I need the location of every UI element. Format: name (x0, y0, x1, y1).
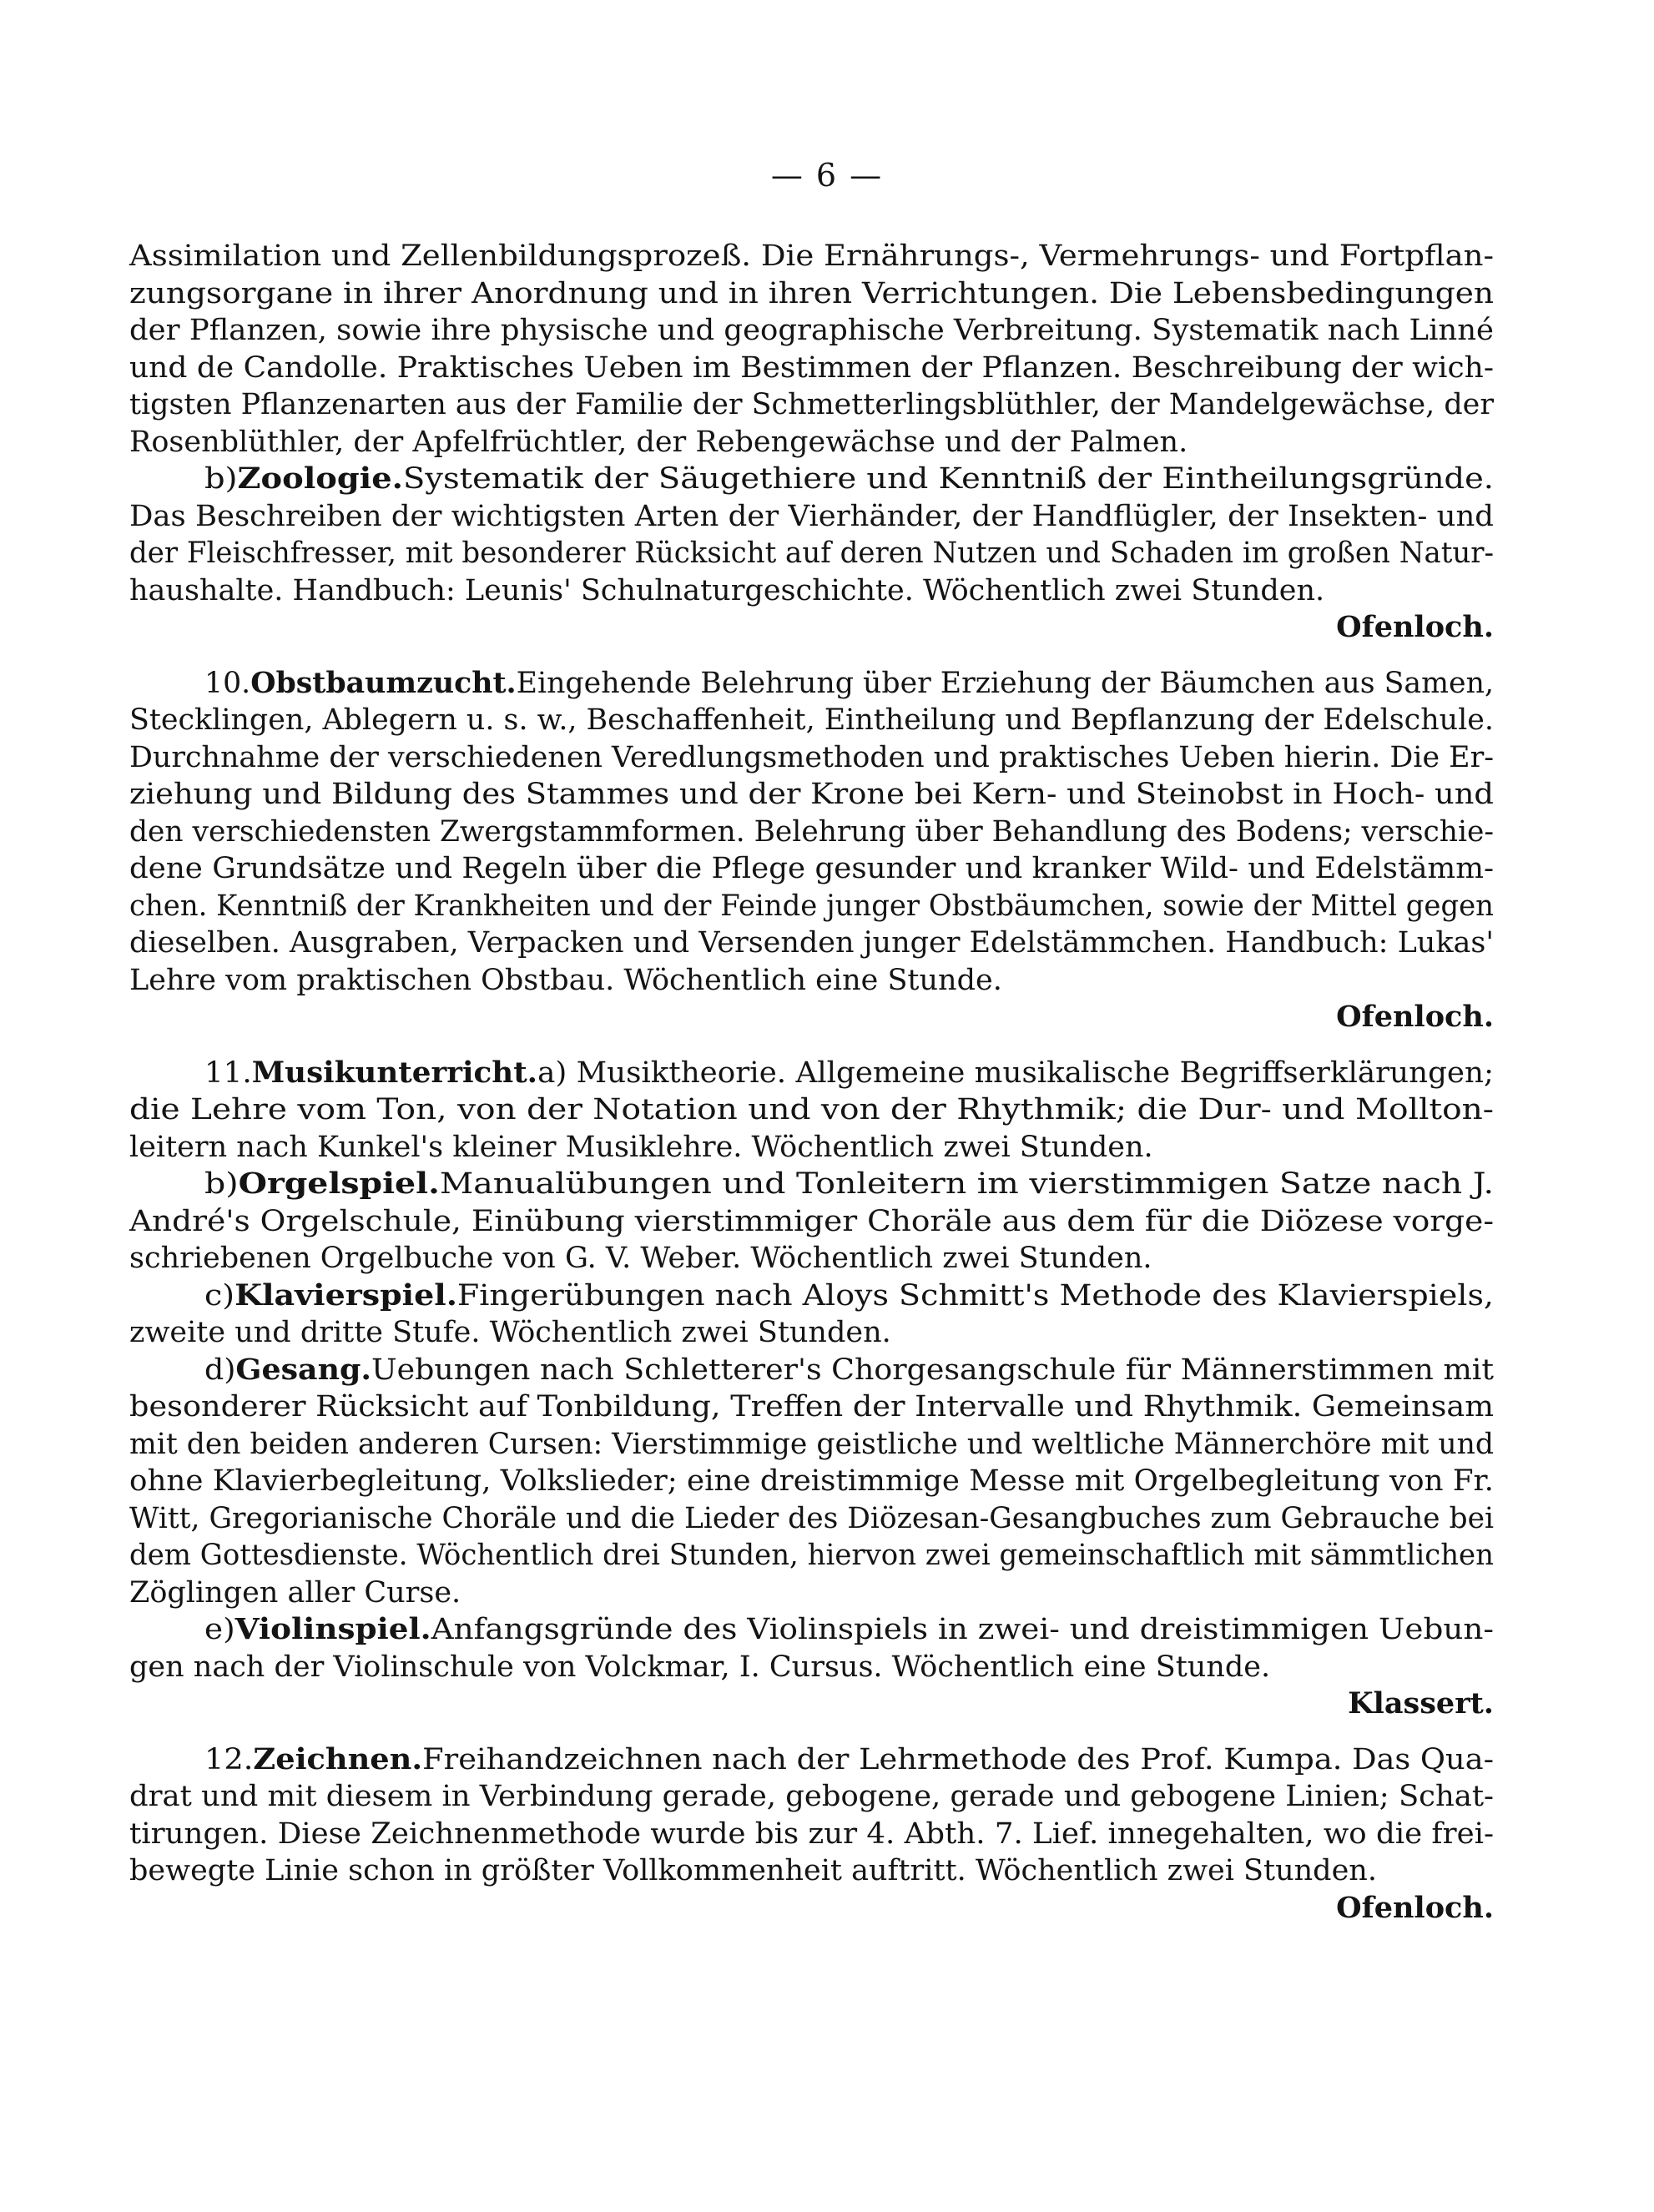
text-line (129, 1166, 1494, 1203)
line-text: Assimilation und Zellenbildungsprozeß. Die Ernährungs-, Vermehrungs- und Fortpflan- (129, 239, 1494, 273)
line-text: bewegte Linie schon in größter Vollkommenheit auftritt. Wöchentlich zwei Stunden. (129, 1854, 1377, 1887)
text-line (129, 1388, 1494, 1426)
item-number: b) (204, 1167, 239, 1201)
item-number: e) (204, 1613, 235, 1646)
line-text: ohne Klavierbegleitung, Volkslieder; eine dreistimmige Messe mit Orgelbegleitung von Fr. (129, 1464, 1495, 1498)
line-text: Stecklingen, Ablegern u. s. w., Beschaffenheit, Eintheilung und Bepflanzung der Edelschule. (129, 703, 1494, 737)
body-text (129, 238, 1494, 1927)
section-heading: Obstbaumzucht. (250, 665, 517, 700)
line-text: zweite und dritte Stufe. Wöchentlich zwei Stunden. (129, 1316, 891, 1349)
line-text: besonderer Rücksicht auf Tonbildung, Treffen der Intervalle und Rhythmik. Gemeinsam (129, 1390, 1494, 1423)
line-text: Zöglingen aller Curse. (129, 1575, 461, 1610)
text-line (129, 1091, 1494, 1129)
signature (129, 1685, 1494, 1723)
item-number: 12. (204, 1742, 254, 1776)
section-heading: Zeichnen. (253, 1741, 423, 1776)
text-line (129, 572, 1494, 610)
line-text: der Pflanzen, sowie ihre physische und geographische Verbreitung. Systematik nach Linné (129, 314, 1494, 347)
text-line (129, 350, 1494, 387)
line-text: Ofenloch. (1336, 610, 1494, 644)
text-line (129, 1611, 1494, 1649)
text-line (129, 962, 1494, 1000)
line-text: mit den beiden anderen Cursen: Vierstimmige geistliche und weltliche Männerchöre mit und (129, 1427, 1494, 1461)
line-text: die Lehre vom Ton, von der Notation und von der Rhythmik; die Dur- und Mollton- (129, 1093, 1494, 1126)
item-number: d) (204, 1353, 236, 1387)
line-text: gen nach der Violinschule von Volckmar, I. Cursus. Wöchentlich eine Stunde. (129, 1650, 1271, 1684)
text-line (129, 776, 1494, 814)
text-line (129, 1277, 1494, 1315)
line-text: tigsten Pflanzenarten aus der Familie der Schmetterlingsblüthler, der Mandelgewächse, der (129, 388, 1494, 421)
text-line (129, 1778, 1494, 1816)
item-number: c) (204, 1278, 235, 1313)
line-text: drat und mit diesem in Verbindung gerade, gebogene, gerade und gebogene Linien; Schat- (129, 1780, 1495, 1813)
text-line (129, 665, 1494, 703)
text-line (129, 1463, 1494, 1500)
line-text: a) Musiktheorie. Allgemeine musikalische Begriffserklärungen; (537, 1056, 1494, 1090)
line-text: Ofenloch. (1336, 1000, 1494, 1034)
item-number: 10. (204, 666, 251, 700)
text-line (129, 888, 1494, 925)
signature (129, 609, 1494, 647)
text-line (129, 1240, 1494, 1277)
text-line (129, 1537, 1494, 1575)
text-line (129, 1203, 1494, 1241)
line-text: ziehung und Bildung des Stammes und der Krone bei Kern- und Steinobst in Hoch- und (129, 778, 1494, 811)
section-heading: Musikunterricht. (251, 1055, 538, 1090)
text-line (129, 1426, 1494, 1464)
line-text: den verschiedensten Zwergstammformen. Belehrung über Behandlung des Bodens; verschie- (129, 814, 1494, 849)
line-text: leitern nach Kunkel's kleiner Musiklehre. Wöchentlich zwei Stunden. (129, 1130, 1153, 1164)
text-line (129, 1129, 1494, 1166)
text-line (129, 312, 1494, 350)
text-line (129, 1649, 1494, 1686)
page-number: — 6 — (770, 157, 884, 194)
line-text: schriebenen Orgelbuche von G. V. Weber. Wöchentlich zwei Stunden. (129, 1242, 1152, 1275)
text-line (129, 1741, 1494, 1779)
paragraph-gap (129, 1036, 1494, 1055)
text-line (129, 1314, 1494, 1352)
paragraph-gap (129, 1723, 1494, 1741)
line-text: Anfangsgründe des Violinspiels in zwei- und dreistimmigen Uebun- (431, 1613, 1494, 1646)
line-text: der Fleischfresser, mit besonderer Rücksicht auf deren Nutzen und Schaden im großen Natur- (129, 537, 1494, 570)
signature (129, 1890, 1494, 1927)
line-text: tirungen. Diese Zeichnenmethode wurde bis zur 4. Abth. 7. Lief. innegehalten, wo die frei- (129, 1816, 1494, 1851)
line-text: und de Candolle. Praktisches Ueben im Bestimmen der Pflanzen. Beschreibung der wich- (129, 350, 1494, 385)
section-heading: Violinspiel. (234, 1612, 431, 1646)
text-line (129, 1852, 1494, 1890)
line-text: chen. Kenntniß der Krankheiten und der Feinde junger Obstbäumchen, sowie der Mittel gegen (129, 889, 1494, 923)
section-heading: Klavierspiel. (234, 1277, 457, 1313)
text-line (129, 275, 1494, 313)
text-line (129, 461, 1494, 498)
section-heading: Gesang. (235, 1352, 372, 1387)
line-text: Ofenloch. (1336, 1890, 1494, 1925)
line-text: Fingerübungen nach Aloys Schmitt's Methode des Klavierspiels, (456, 1278, 1494, 1313)
line-text: Witt, Gregorianische Choräle und die Lieder des Diözesan-Gesangbuches zum Gebrauche bei (129, 1501, 1494, 1535)
line-text: Eingehende Belehrung über Erziehung der Bäumchen aus Samen, (516, 666, 1494, 700)
section-heading: Zoologie. (237, 461, 404, 496)
text-line (129, 1352, 1494, 1389)
text-line (129, 925, 1494, 962)
line-text: Uebungen nach Schletterer's Chorgesangschule für Männerstimmen mit (371, 1353, 1494, 1387)
text-line (129, 702, 1494, 739)
line-text: Freihandzeichnen nach der Lehrmethode des Prof. Kumpa. Das Qua- (422, 1742, 1494, 1776)
text-line (129, 739, 1494, 777)
text-line (129, 1500, 1494, 1538)
signature (129, 999, 1494, 1036)
item-number: 11. (204, 1056, 252, 1090)
line-text: dieselben. Ausgraben, Verpacken und Versenden junger Edelstämmchen. Handbuch: Lukas' (129, 926, 1494, 960)
line-text: Systematik der Säugethiere und Kenntniß der Eintheilungsgründe. (403, 462, 1495, 496)
line-text: Lehre vom praktischen Obstbau. Wöchentlich eine Stunde. (129, 963, 1002, 997)
line-text: dem Gottesdienste. Wöchentlich drei Stunden, hiervon zwei gemeinschaftlich mit sämmtlichen (129, 1539, 1494, 1572)
line-text: Das Beschreiben der wichtigsten Arten der Vierhänder, der Handflügler, der Insekten- und (129, 499, 1494, 533)
paragraph-gap (129, 647, 1494, 665)
text-line (129, 1055, 1494, 1092)
line-text: Rosenblüthler, der Apfelfrüchtler, der Rebengewächse und der Palmen. (129, 425, 1188, 459)
text-line (129, 814, 1494, 851)
text-line (129, 424, 1494, 461)
section-heading: Orgelspiel. (238, 1166, 440, 1201)
line-text: Manualübungen und Tonleitern im vierstimmigen Satze nach J. (439, 1167, 1494, 1201)
text-line (129, 535, 1494, 572)
line-text: dene Grundsätze und Regeln über die Pflege gesunder und kranker Wild- und Edelstämm- (129, 852, 1494, 885)
line-text: Klassert. (1348, 1686, 1494, 1721)
text-line (129, 386, 1494, 424)
item-number: b) (204, 462, 238, 496)
text-line (129, 498, 1494, 536)
text-line (129, 1575, 1494, 1612)
line-text: Durchnahme der verschiedenen Veredlungsmethoden und praktisches Ueben hierin. Die Er- (129, 740, 1494, 774)
line-text: André's Orgelschule, Einübung vierstimmiger Choräle aus dem für die Diözese vorge- (129, 1204, 1494, 1238)
text-line (129, 238, 1494, 275)
line-text: haushalte. Handbuch: Leunis' Schulnaturgeschichte. Wöchentlich zwei Stunden. (129, 573, 1325, 607)
line-text: zungsorgane in ihrer Anordnung und in ihren Verrichtungen. Die Lebensbedingungen (129, 276, 1494, 310)
text-line (129, 850, 1494, 888)
text-line (129, 1816, 1494, 1853)
